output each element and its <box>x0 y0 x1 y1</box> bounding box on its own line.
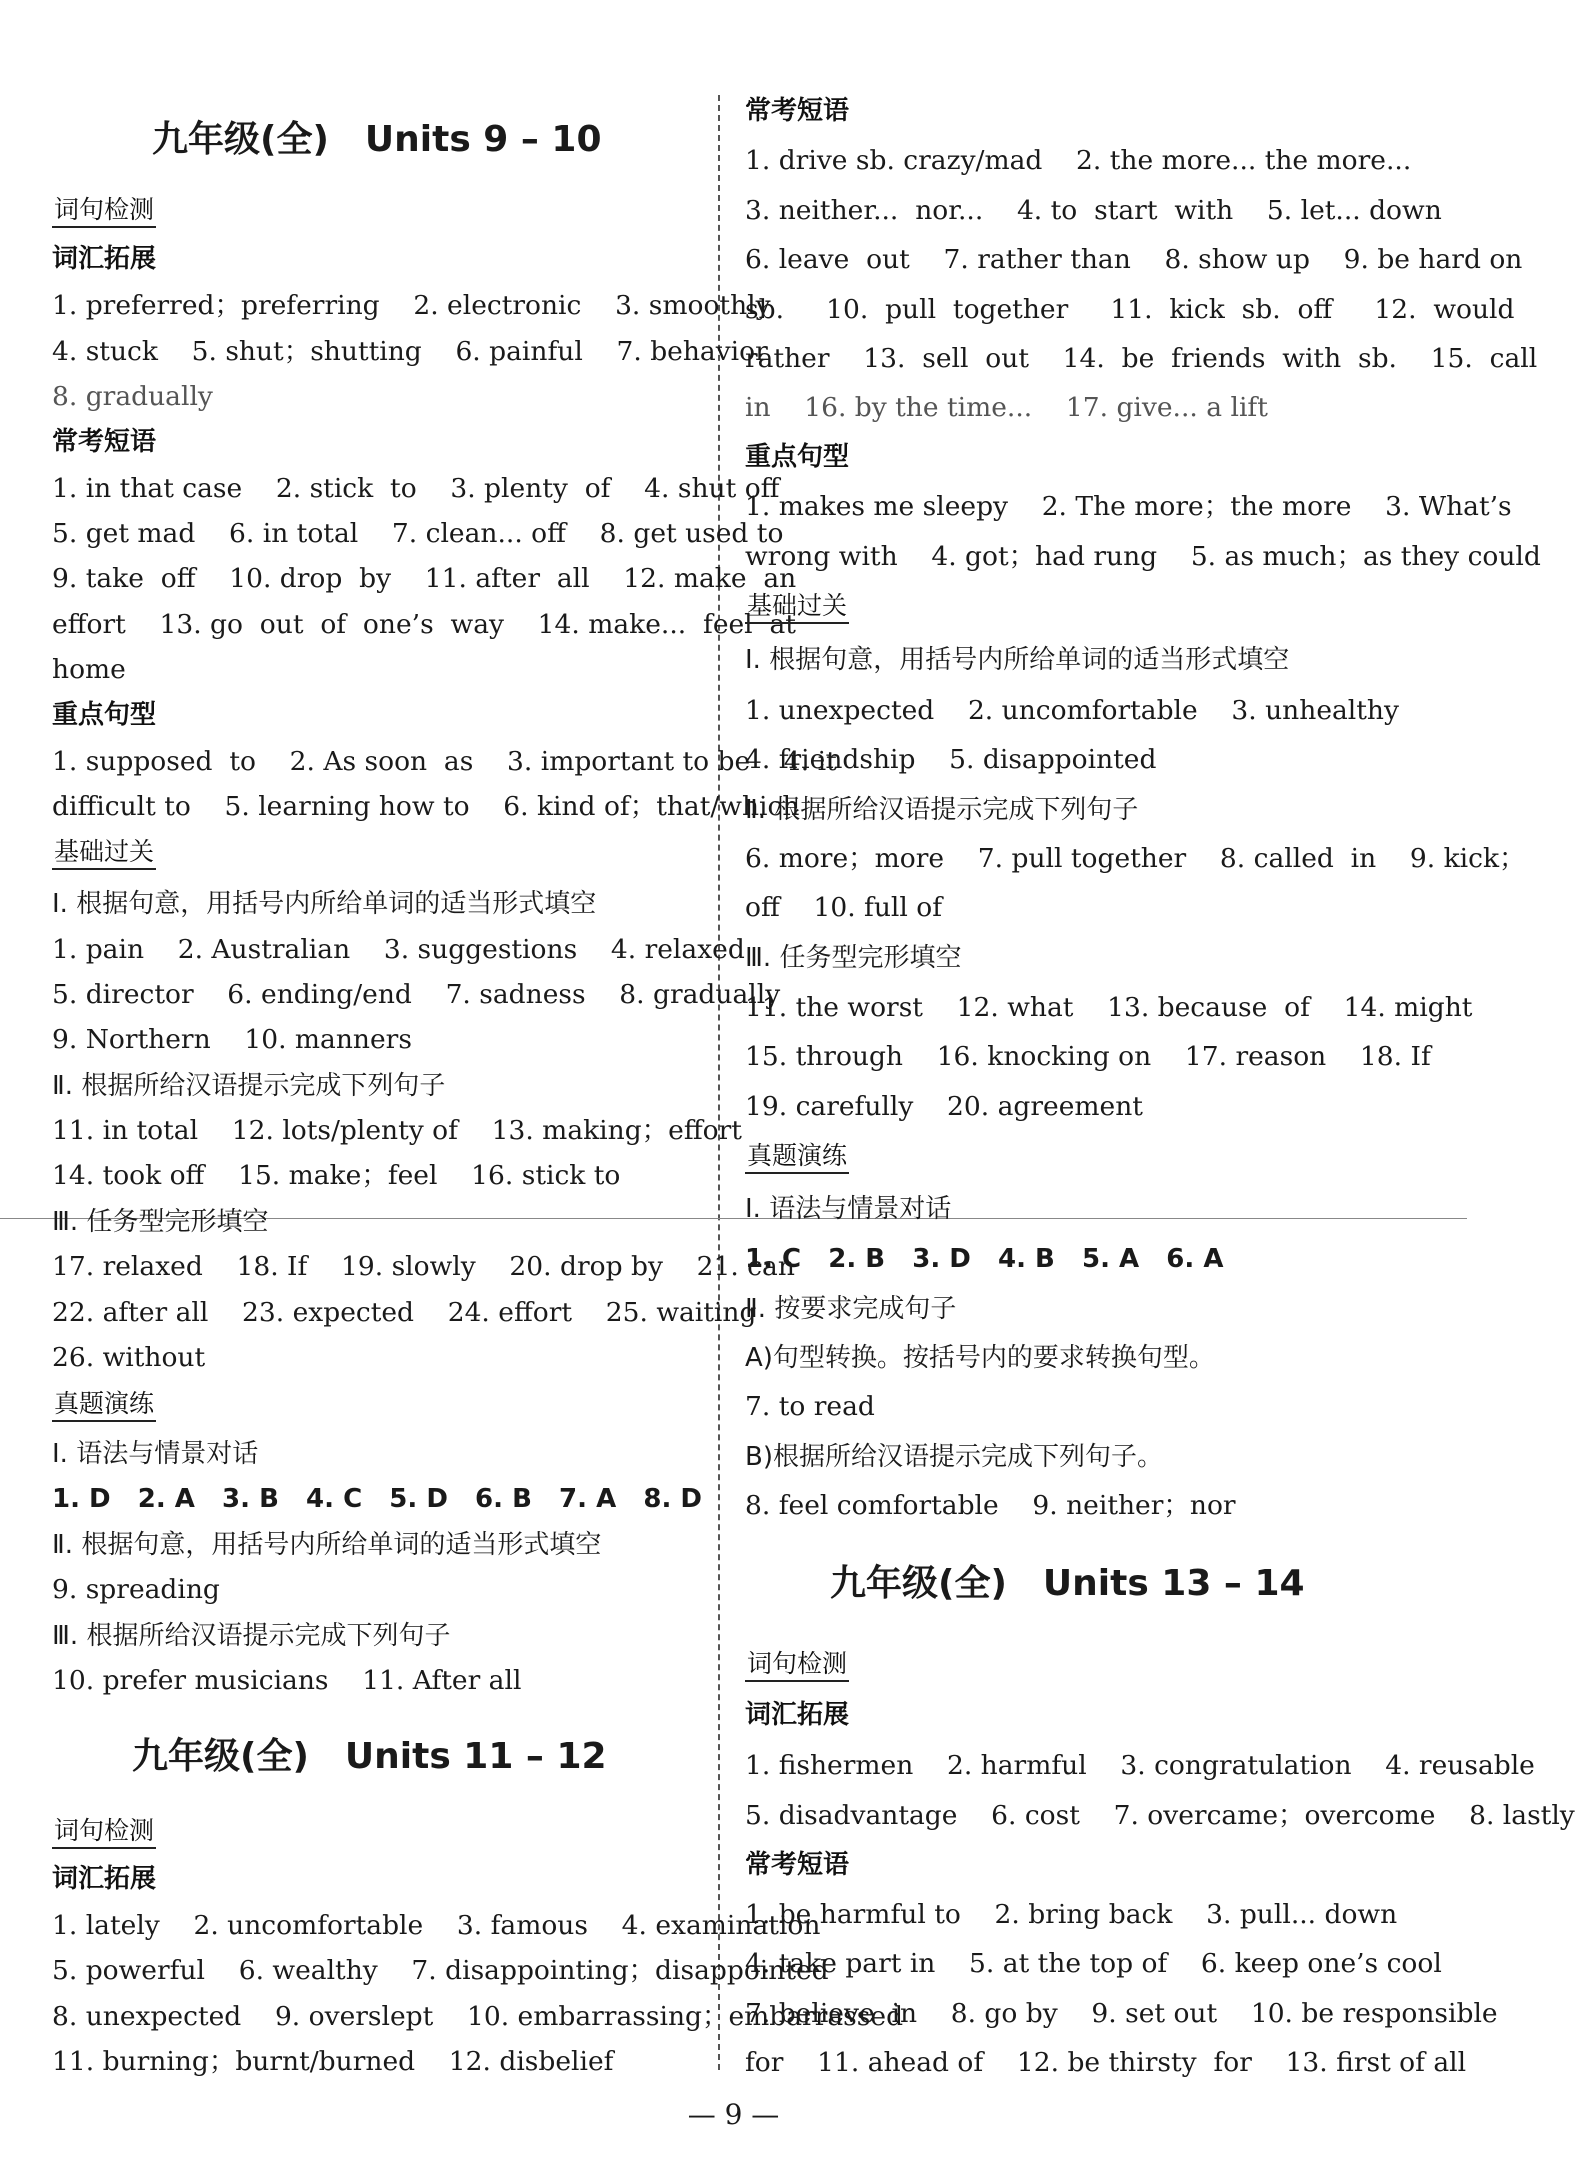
zt2-heading: Ⅱ. 根据句意，用括号内所给单词的适当形式填空 <box>52 1530 602 1560</box>
zt3-answer: 10. prefer musicians 11. After all <box>52 1665 522 1696</box>
part3-heading: Ⅲ. 任务型完形填空 <box>745 943 962 973</box>
phrase-line: 1. drive sb. crazy/mad 2. the more... the more... <box>745 145 1412 176</box>
section-ji-chu-guo-guan: 基础过关 <box>745 590 849 624</box>
phrase-line: rather 13. sell out 14. be friends with sb. 15. call <box>745 343 1538 374</box>
vocab-line: 5. powerful 6. wealthy 7. disappointing；disappointed <box>52 1955 829 1986</box>
part3-line: 15. through 16. knocking on 17. reason 18. If <box>745 1041 1431 1072</box>
phrase-line: 9. take off 10. drop by 11. after all 12. make an <box>52 563 797 594</box>
vocab-line: 11. burning；burnt/burned 12. disbelief <box>52 2046 614 2077</box>
vocab-line: 8. unexpected 9. overslept 10. embarrassing；embarrassed <box>52 2001 904 2032</box>
part3-line: 17. relaxed 18. If 19. slowly 20. drop by 21. can <box>52 1251 795 1282</box>
phrase-line: home <box>52 654 126 685</box>
part2-line: 14. took off 15. make；feel 16. stick to <box>52 1160 621 1191</box>
vocab-line: 4. stuck 5. shut；shutting 6. painful 7. behavior <box>52 336 768 367</box>
subheading-phrases: 常考短语 <box>745 96 850 126</box>
part3-line: 22. after all 23. expected 24. effort 25. waiting <box>52 1297 757 1328</box>
part2-heading: Ⅱ. 根据所给汉语提示完成下列句子 <box>745 795 1139 825</box>
vocab-line: 1. preferred；preferring 2. electronic 3. smoothly <box>52 290 771 321</box>
part1-heading: Ⅰ. 根据句意，用括号内所给单词的适当形式填空 <box>52 889 597 919</box>
vocab-line: 1. lately 2. uncomfortable 3. famous 4. examination <box>52 1910 821 1941</box>
sentence-line: wrong with 4. got；had rung 5. as much；as they could <box>745 541 1541 572</box>
zt2-b-answer: 8. feel comfortable 9. neither；nor <box>745 1490 1236 1521</box>
subheading-vocab: 词汇拓展 <box>52 1864 157 1894</box>
phrase-line: 5. get mad 6. in total 7. clean... off 8. get used to <box>52 518 784 549</box>
section-zhen-ti-yan-lian: 真题演练 <box>52 1388 156 1422</box>
phrase-line: in 16. by the time... 17. give... a lift <box>745 392 1268 423</box>
subheading-phrases: 常考短语 <box>52 427 157 457</box>
zt1-heading: Ⅰ. 语法与情景对话 <box>52 1439 259 1469</box>
part3-heading: Ⅲ. 任务型完形填空 <box>52 1207 269 1237</box>
phrase-line: 6. leave out 7. rather than 8. show up 9. be hard on <box>745 244 1523 275</box>
zt2-a-instruction: A)句型转换。按括号内的要求转换句型。 <box>745 1343 1215 1373</box>
unit-title-9-10: 九年级(全) Units 9 – 10 <box>152 119 602 160</box>
phrase-line: 3. neither... nor... 4. to start with 5. let... down <box>745 195 1442 226</box>
zt2-b-instruction: B)根据所给汉语提示完成下列句子。 <box>745 1442 1163 1472</box>
unit-title-11-12: 九年级(全) Units 11 – 12 <box>132 1736 607 1777</box>
vocab-line: 5. disadvantage 6. cost 7. overcame；overcome 8. lastly <box>745 1800 1575 1831</box>
vocab-line: 8. gradually <box>52 381 213 412</box>
part3-line: 11. the worst 12. what 13. because of 14. might <box>745 992 1473 1023</box>
part2-line: 11. in total 12. lots/plenty of 13. making；effort <box>52 1115 742 1146</box>
zt3-heading: Ⅲ. 根据所给汉语提示完成下列句子 <box>52 1621 451 1651</box>
zt1-heading: Ⅰ. 语法与情景对话 <box>745 1194 952 1224</box>
part1-heading: Ⅰ. 根据句意，用括号内所给单词的适当形式填空 <box>745 645 1290 675</box>
section-ci-ju-jian-ce: 词句检测 <box>745 1648 849 1682</box>
phrase-line: 4. take part in 5. at the top of 6. keep one’s cool <box>745 1948 1442 1979</box>
phrase-line: effort 13. go out of one’s way 14. make... feel at <box>52 609 796 640</box>
part3-line: 26. without <box>52 1342 206 1373</box>
zt2-answer: 9. spreading <box>52 1574 220 1605</box>
section-ci-ju-jian-ce: 词句检测 <box>52 1815 156 1849</box>
phrase-line: sb. 10. pull together 11. kick sb. off 12. would <box>745 294 1515 325</box>
part3-line: 19. carefully 20. agreement <box>745 1091 1143 1122</box>
sentence-line: difficult to 5. learning how to 6. kind of；that/which <box>52 791 800 822</box>
zt2-heading: Ⅱ. 按要求完成句子 <box>745 1294 957 1324</box>
zt2-a-answer: 7. to read <box>745 1391 875 1422</box>
phrase-line: 1. be harmful to 2. bring back 3. pull... down <box>745 1899 1398 1930</box>
zt1-answers: 1. D 2. A 3. B 4. C 5. D 6. B 7. A 8. D <box>52 1484 702 1514</box>
phrase-line: 1. in that case 2. stick to 3. plenty of 4. shut off <box>52 473 780 504</box>
section-ci-ju-jian-ce: 词句检测 <box>52 194 156 228</box>
subheading-sentences: 重点句型 <box>745 442 850 472</box>
vocab-line: 1. fishermen 2. harmful 3. congratulation 4. reusable <box>745 1750 1535 1781</box>
part1-line: 9. Northern 10. manners <box>52 1024 412 1055</box>
part1-line: 1. pain 2. Australian 3. suggestions 4. relaxed <box>52 934 745 965</box>
part1-line: 4. friendship 5. disappointed <box>745 744 1157 775</box>
phrase-line: for 11. ahead of 12. be thirsty for 13. first of all <box>745 2047 1467 2078</box>
part1-line: 5. director 6. ending/end 7. sadness 8. gradually <box>52 979 781 1010</box>
unit-title-13-14: 九年级(全) Units 13 – 14 <box>830 1563 1305 1604</box>
page-number: — 9 — <box>687 2098 780 2131</box>
phrase-line: 7. believe in 8. go by 9. set out 10. be responsible <box>745 1998 1498 2029</box>
section-ji-chu-guo-guan: 基础过关 <box>52 836 156 870</box>
section-zhen-ti-yan-lian: 真题演练 <box>745 1140 849 1174</box>
subheading-sentences: 重点句型 <box>52 700 157 730</box>
part2-heading: Ⅱ. 根据所给汉语提示完成下列句子 <box>52 1071 446 1101</box>
part2-line: 6. more；more 7. pull together 8. called in 9. kick； <box>745 843 1526 874</box>
part1-line: 1. unexpected 2. uncomfortable 3. unhealthy <box>745 695 1399 726</box>
subheading-phrases: 常考短语 <box>745 1850 850 1880</box>
column-divider <box>718 95 720 2070</box>
subheading-vocab: 词汇拓展 <box>52 244 157 274</box>
sentence-line: 1. makes me sleepy 2. The more；the more 3. What’s <box>745 491 1512 522</box>
subheading-vocab: 词汇拓展 <box>745 1700 850 1730</box>
sentence-line: 1. supposed to 2. As soon as 3. important to be 4. it <box>52 746 837 777</box>
zt1-answers: 1. C 2. B 3. D 4. B 5. A 6. A <box>745 1244 1224 1274</box>
part2-line: off 10. full of <box>745 892 943 923</box>
